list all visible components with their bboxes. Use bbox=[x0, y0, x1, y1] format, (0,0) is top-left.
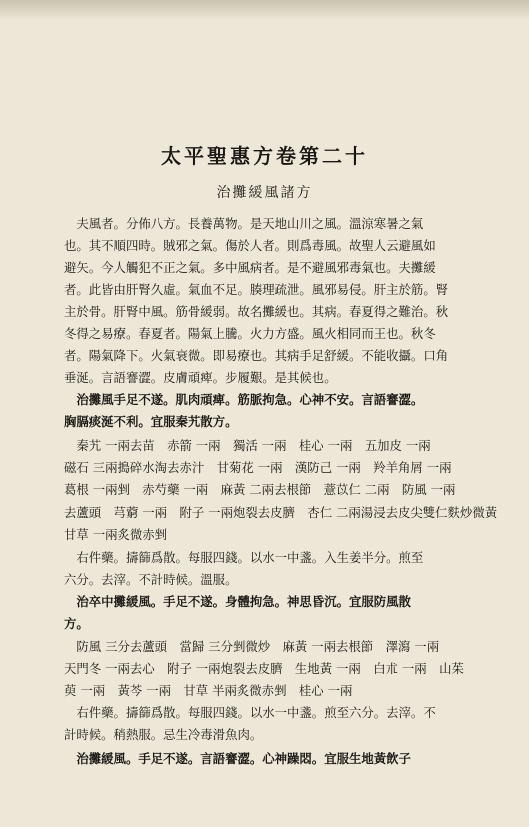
text-line: 秦艽 一兩去苗 赤箭 一兩 獨活 一兩 桂心 一兩 五加皮 一兩 bbox=[64, 438, 431, 453]
text-line: 夫風者。分佈八方。長養萬物。是天地山川之風。溫涼寒暑之氣 bbox=[64, 216, 424, 231]
text-line: 避矢。今人觸犯不正之氣。多中風病者。是不避風邪毒氣也。夫攤緩 bbox=[64, 260, 436, 275]
text-line: 治攤風手足不遂。肌肉頑痺。筋脈拘急。心神不安。言語謇澀。 bbox=[64, 392, 424, 407]
text-line: 右件藥。擣篩爲散。每服四錢。以水一中盞。入生姜半分。煎至 bbox=[64, 550, 424, 565]
page-shadow bbox=[0, 0, 529, 20]
text-line: 冬得之易療。春夏者。陽氣上騰。火力方盛。風火相同而王也。秋冬 bbox=[64, 326, 436, 341]
text-line: 右件藥。擣篩爲散。每服四錢。以水一中盞。煎至六分。去滓。不 bbox=[64, 705, 436, 720]
text-line: 萸 一兩 黃芩 一兩 甘草 半兩炙微赤剉 桂心 一兩 bbox=[64, 683, 353, 698]
text-line: 主於骨。肝腎中風。筋骨緩弱。故名攤緩也。其病。春夏得之難治。秋 bbox=[64, 304, 449, 319]
text-line: 六分。去滓。不計時候。溫服。 bbox=[64, 572, 238, 587]
text-line: 治攤緩風。手足不遂。言語謇澀。心神躁悶。宜服生地黃飲子 bbox=[64, 751, 411, 766]
text-line: 者。陽氣降下。火氣衰微。即易療也。其病手足舒緩。不能收攝。口角 bbox=[64, 348, 449, 363]
text-line: 計時候。稍熱服。忌生冷毒滑魚肉。 bbox=[64, 727, 263, 742]
text-line: 葛根 一兩剉 赤芍藥 一兩 麻黃 二兩去根節 薏苡仁 二兩 防風 一兩 bbox=[64, 482, 456, 497]
section-subtitle: 治攤緩風諸方 bbox=[216, 185, 313, 201]
text-line: 防風 三分去蘆頭 當歸 三分剉微炒 麻黃 一兩去根節 澤瀉 一兩 bbox=[64, 639, 440, 654]
text-line: 也。其不順四時。賊邪之氣。傷於人者。則爲毒風。故聖人云避風如 bbox=[64, 238, 436, 253]
text-line: 治卒中攤緩風。手足不遂。身體拘急。神思昏沉。宜服防風散 bbox=[64, 594, 411, 609]
text-line: 天門冬 一兩去心 附子 一兩炮裂去皮臍 生地黃 一兩 白朮 一兩 山茱 bbox=[64, 661, 464, 676]
chapter-title: 太平聖惠方卷第二十 bbox=[161, 144, 368, 168]
text-line: 者。此皆由肝腎久虛。氣血不足。腠理疏泄。風邪易侵。肝主於筋。腎 bbox=[64, 282, 449, 297]
text-line: 胸膈痰涎不利。宜服秦艽散方。 bbox=[64, 414, 238, 429]
text-line: 垂涎。言語謇澀。皮膚頑痺。步履艱。是其候也。 bbox=[64, 370, 337, 385]
text-line: 磁石 三兩搗碎水淘去赤汁 甘菊花 一兩 漢防己 一兩 羚羊角屑 一兩 bbox=[64, 460, 452, 475]
text-line: 方。 bbox=[64, 616, 89, 631]
text-line: 甘草 一兩炙微赤剉 bbox=[64, 527, 168, 542]
text-line: 去蘆頭 芎藭 一兩 附子 一兩炮裂去皮臍 杏仁 二兩湯浸去皮尖雙仁麩炒微黃 bbox=[64, 505, 498, 520]
